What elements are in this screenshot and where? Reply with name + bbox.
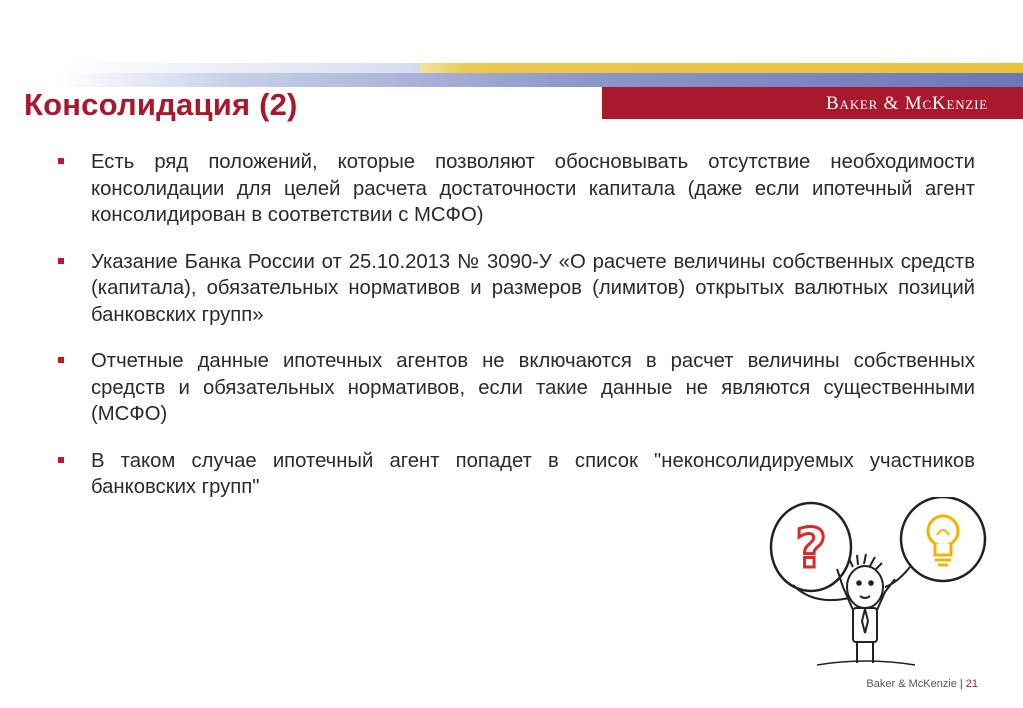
bullet-item [58,149,975,229]
header-band-yellow [420,63,1023,73]
bullet-text: Указание Банка России от 25.10.2013 № 3090-У «О расчете величины собственных средств (капитала), обязательных нормативов и размеров (лимитов) открытых валютных позиций банковских групп» [91,250,975,326]
company-logo-text: Baker & McKenzie [826,93,988,114]
bullet-item [58,249,975,329]
question-bubble-icon [771,503,853,600]
bullet-item [58,448,975,501]
company-logo [602,87,1023,119]
bullet-text: Есть ряд положений, которые позволяют обосновывать отсутствие необходимости консолидации для целей расчета достаточности капитала (даже если ипотечный агент консолидирован в соответствии с МСФО) [91,151,975,226]
footer-separator: | [959,678,963,690]
footer-company: Baker & McKenzie [866,678,957,690]
slide-footer [866,678,978,690]
bullet-item [58,348,975,428]
lightbulb-bubble-icon [885,497,985,587]
bullet-list [58,149,975,521]
bullet-square-icon [58,457,64,463]
bullet-text: В таком случае ипотечный агент попадет в список "неконсолидируемых участников банковских групп" [91,449,975,498]
slide-title: Консолидация (2) [24,87,298,122]
header-band-blue [60,73,1023,87]
bullet-text: Отчетные данные ипотечных агентов не включаются в расчет величины собственных средств и обязательных нормативов, если такие данные не являются существенными (МСФО) [91,350,975,425]
bullet-square-icon [58,357,64,363]
thinking-person-illustration [765,497,990,672]
question-mark: ? [795,517,827,580]
bullet-square-icon [58,258,64,264]
page-number: 21 [965,678,978,690]
bullet-square-icon [58,158,64,164]
